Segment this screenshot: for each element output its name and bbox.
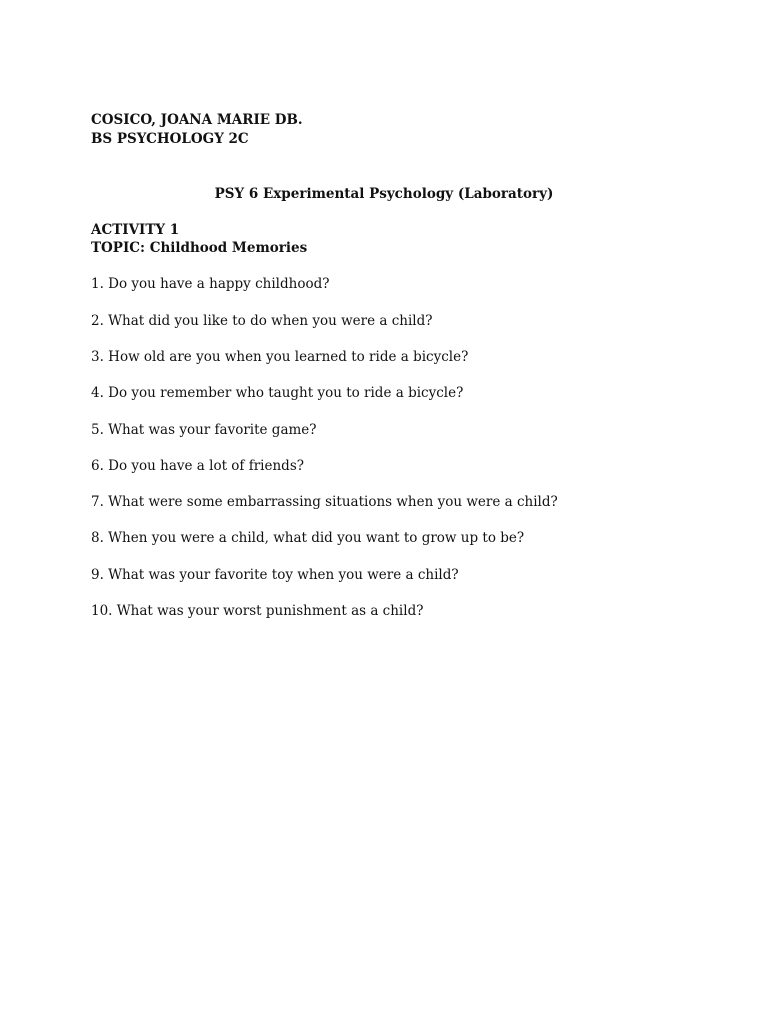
question-1: 1. Do you have a happy childhood? [91,276,330,292]
activity-label: ACTIVITY 1 [91,222,180,238]
student-course: BS PSYCHOLOGY 2C [91,131,249,147]
question-5: 5. What was your favorite game? [91,422,317,438]
student-name: COSICO, JOANA MARIE DB. [91,112,303,128]
question-10: 10. What was your worst punishment as a child? [91,603,424,619]
question-4: 4. Do you remember who taught you to ride a bicycle? [91,385,464,401]
question-8: 8. When you were a child, what did you want to grow up to be? [91,530,525,546]
question-6: 6. Do you have a lot of friends? [91,458,304,474]
question-9: 9. What was your favorite toy when you were a child? [91,567,459,583]
document-title: PSY 6 Experimental Psychology (Laboratory) [214,186,554,202]
question-3: 3. How old are you when you learned to ride a bicycle? [91,349,469,365]
question-7: 7. What were some embarrassing situations when you were a child? [91,494,558,510]
question-2: 2. What did you like to do when you were a child? [91,313,433,329]
activity-topic: TOPIC: Childhood Memories [91,240,308,256]
